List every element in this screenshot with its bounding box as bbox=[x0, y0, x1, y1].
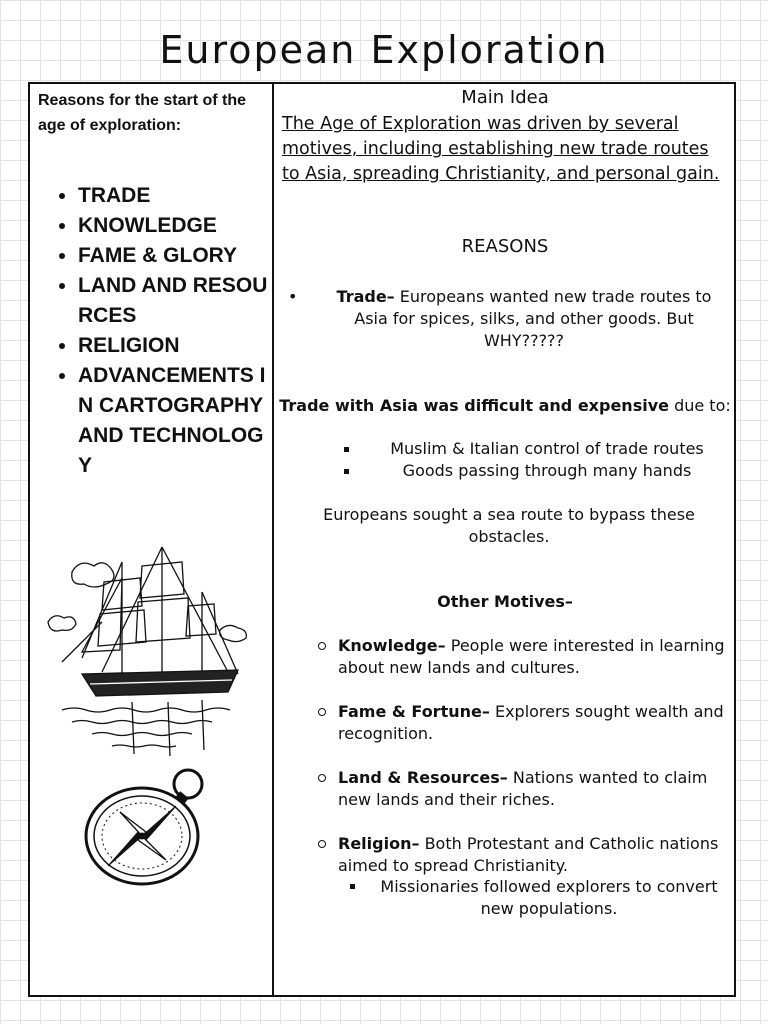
motive-label: Land & Resources– bbox=[338, 768, 508, 787]
other-motives-heading: Other Motives– bbox=[437, 592, 573, 611]
trade-description: Europeans wanted new trade routes to Asia for spices, silks, and other goods. But WHY????? bbox=[354, 287, 712, 350]
motive-text: Explorers sought wealth and recognition. bbox=[338, 702, 724, 743]
circle-bullet-icon bbox=[318, 708, 326, 716]
difficulty-statement bbox=[274, 395, 736, 417]
main-idea-text: The Age of Exploration was driven by several motives, including establishing new trade routes to Asia, spreading Christianity, and personal gain. bbox=[282, 114, 720, 184]
motive-label: Fame & Fortune– bbox=[338, 702, 490, 721]
trade-text-block bbox=[320, 286, 728, 352]
square-bullet-icon bbox=[344, 447, 349, 452]
obstacle-item bbox=[344, 438, 734, 460]
obstacle-text: Muslim & Italian control of trade routes bbox=[390, 439, 704, 458]
content-frame bbox=[28, 82, 736, 997]
reason-item: • ADVANCEMENTS IN CARTOGRAPHY AND TECHNOLOGY bbox=[78, 361, 272, 481]
compass-illustration bbox=[80, 766, 216, 890]
motive-text: People were interested in learning about new lands and cultures. bbox=[338, 636, 725, 677]
motive-text: Both Protestant and Catholic nations aimed to spread Christianity. bbox=[338, 834, 719, 875]
motive-text: Nations wanted to claim new lands and their riches. bbox=[338, 768, 708, 809]
reason-item: • FAME & GLORY bbox=[78, 241, 272, 271]
difficulty-bold: Trade with Asia was difficult and expensive bbox=[279, 396, 669, 415]
missionaries-item bbox=[350, 876, 734, 920]
circle-bullet-icon bbox=[318, 774, 326, 782]
difficulty-rest: due to: bbox=[674, 396, 731, 415]
right-column bbox=[274, 84, 736, 995]
reason-item: • TRADE bbox=[78, 181, 272, 211]
motive-item-land bbox=[318, 767, 734, 811]
obstacle-text: Goods passing through many hands bbox=[402, 461, 692, 480]
circle-bullet-icon bbox=[318, 840, 326, 848]
main-idea-label: Main Idea bbox=[461, 87, 549, 108]
trade-bullet bbox=[284, 286, 728, 352]
reasons-heading: REASONS bbox=[461, 236, 549, 257]
obstacles-list bbox=[344, 438, 734, 482]
square-bullet-icon bbox=[344, 469, 349, 474]
motive-label: Knowledge– bbox=[338, 636, 446, 655]
reason-item: • LAND AND RESOURCES bbox=[78, 271, 272, 331]
motive-item-fame bbox=[318, 701, 734, 745]
reason-item: • RELIGION bbox=[78, 331, 272, 361]
circle-bullet-icon bbox=[318, 642, 326, 650]
trade-label: Trade– bbox=[336, 287, 395, 306]
square-bullet-icon bbox=[350, 884, 355, 889]
bullet-dot-icon: • bbox=[288, 287, 298, 306]
sailing-ship-illustration bbox=[42, 542, 254, 762]
reasons-intro-heading: Reasons for the start of the age of exploration: bbox=[38, 92, 247, 134]
reason-item: • KNOWLEDGE bbox=[78, 211, 272, 241]
sea-route-statement: Europeans sought a sea route to bypass these obstacles. bbox=[323, 505, 695, 546]
page-title: European Exploration bbox=[159, 28, 609, 72]
left-column bbox=[30, 84, 272, 995]
reasons-list bbox=[50, 181, 272, 481]
obstacle-item bbox=[344, 460, 734, 482]
missionaries-text: Missionaries followed explorers to convert new populations. bbox=[380, 877, 718, 918]
motive-item-knowledge bbox=[318, 635, 734, 679]
motive-label: Religion– bbox=[338, 834, 420, 853]
motive-item-religion bbox=[318, 833, 734, 877]
